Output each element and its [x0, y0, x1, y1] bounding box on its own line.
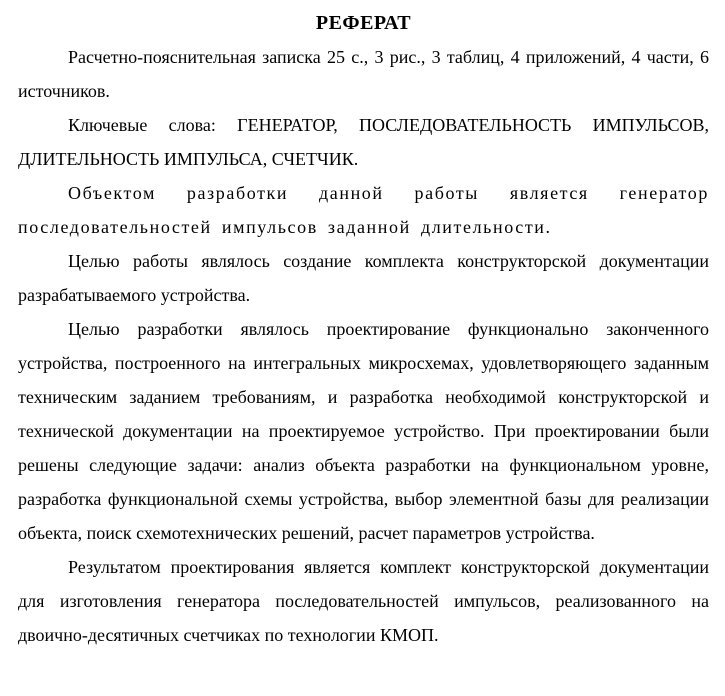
paragraph-development-goal: Целью разработки являлось проектирование функционально законченного устройства, построенного на интегральных микросхемах, удовлетворяющего заданным техническим заданием требованиям, и разработка необходимой конструкторской и технической документации на проектируемое устройство. При проектировании были решены следующие задачи: анализ объекта разработки на функциональном уровне, разработка функциональной схемы устройства, выбор элементной базы для реализации объекта, поиск схемотехнических решений, расчет параметров устройства.	[18, 319, 709, 543]
paragraph-work-goal: Целью работы являлось создание комплекта конструкторской документации разрабатываемого устройства.	[18, 251, 709, 305]
paragraph-object: Объектом разработки данной работы является генератор последовательностей импульсов заданной длительности.	[18, 183, 709, 237]
paragraph-summary: Расчетно-пояснительная записка 25 с., 3 рис., 3 таблиц, 4 приложений, 4 части, 6 источников.	[18, 47, 709, 101]
paragraph-keywords: Ключевые слова: ГЕНЕРАТОР, ПОСЛЕДОВАТЕЛЬНОСТЬ ИМПУЛЬСОВ, ДЛИТЕЛЬНОСТЬ ИМПУЛЬСА, СЧЕТЧИК.	[18, 115, 709, 169]
document-title: РЕФЕРАТ	[315, 12, 412, 34]
document-page	[18, 6, 709, 652]
paragraph-result: Результатом проектирования является комплект конструкторской документации для изготовления генератора последовательностей импульсов, реализованного на двоично-десятичных счетчиках по технологии КМОП.	[18, 557, 709, 645]
